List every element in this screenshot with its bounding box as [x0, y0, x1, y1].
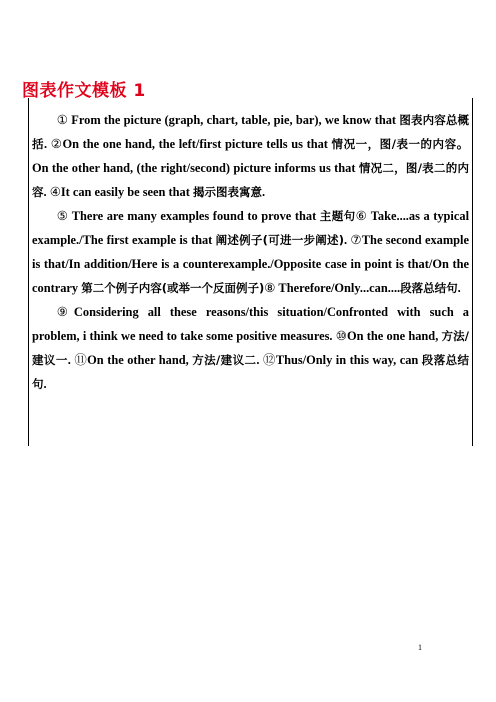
- marker-10: ⑩: [335, 329, 347, 343]
- text: .: [43, 377, 47, 391]
- marker-12: ⑫: [263, 353, 276, 367]
- page-number: 1: [418, 643, 422, 652]
- text: There are many examples found to prove that: [68, 209, 320, 223]
- text: .: [261, 185, 266, 199]
- marker-2: ②: [50, 137, 63, 151]
- text: On the other hand,: [87, 353, 193, 367]
- cn-text: 第二个例子内容(或举一个反面例子): [81, 281, 265, 295]
- marker-11: ⑪: [74, 353, 88, 367]
- paragraph-1: [32, 108, 469, 204]
- cn-text: 方法/建议一: [32, 329, 469, 367]
- marker-5: ⑤: [56, 209, 69, 223]
- cn-text: 图表内容总概括: [32, 113, 470, 151]
- paragraph-3: [32, 300, 469, 396]
- text: .: [256, 353, 263, 367]
- text: .: [43, 185, 50, 199]
- text: 。On the other hand, (the right/second) picture informs us that: [32, 137, 470, 175]
- marker-1: ①: [56, 113, 69, 127]
- text: .: [67, 353, 75, 367]
- marker-4: ④: [49, 185, 61, 199]
- marker-8: ⑧: [264, 281, 276, 295]
- cn-text: 情况二，图/表二的内容: [32, 161, 469, 199]
- cn-text: 段落总结句: [400, 281, 458, 295]
- paragraph-2: [32, 204, 469, 300]
- cn-text: 方法/建议二: [192, 353, 257, 367]
- cn-text: 段落总结句: [32, 353, 470, 391]
- page-title: 图表作文模板 1: [22, 81, 146, 101]
- text: On the one hand, the left/first picture tells us that: [62, 137, 332, 151]
- text: .: [343, 233, 351, 247]
- marker-7: ⑦: [350, 233, 362, 247]
- text: Therefore/Only...can....: [275, 281, 401, 295]
- cn-text: 情况一，图/表一的内容: [331, 137, 457, 151]
- text: The second example is that/In addition/Here is a counterexample./Opposite case in point is that/On the contrary: [32, 233, 469, 295]
- marker-6: ⑥: [355, 209, 368, 223]
- template-content: [32, 108, 469, 396]
- cn-text: 主题句: [319, 209, 356, 223]
- text: From the picture (graph, chart, table, pie, bar), we know that: [68, 113, 400, 127]
- text: .: [457, 281, 461, 295]
- cn-text: 阐述例子(可进一步阐述): [215, 233, 344, 247]
- text: On the one hand,: [347, 329, 442, 343]
- text: It can easily be seen that: [60, 185, 193, 199]
- cn-text: 揭示图表寓意: [192, 185, 262, 199]
- text: Thus/Only in this way, can: [275, 353, 422, 367]
- text: .: [44, 137, 51, 151]
- marker-9: ⑨: [56, 305, 74, 319]
- text: Take....as a typical example./The first example is that: [32, 209, 470, 247]
- text: Considering all these reasons/this situation/Confronted with such a problem, i think we need to take some positive measures.: [32, 305, 470, 343]
